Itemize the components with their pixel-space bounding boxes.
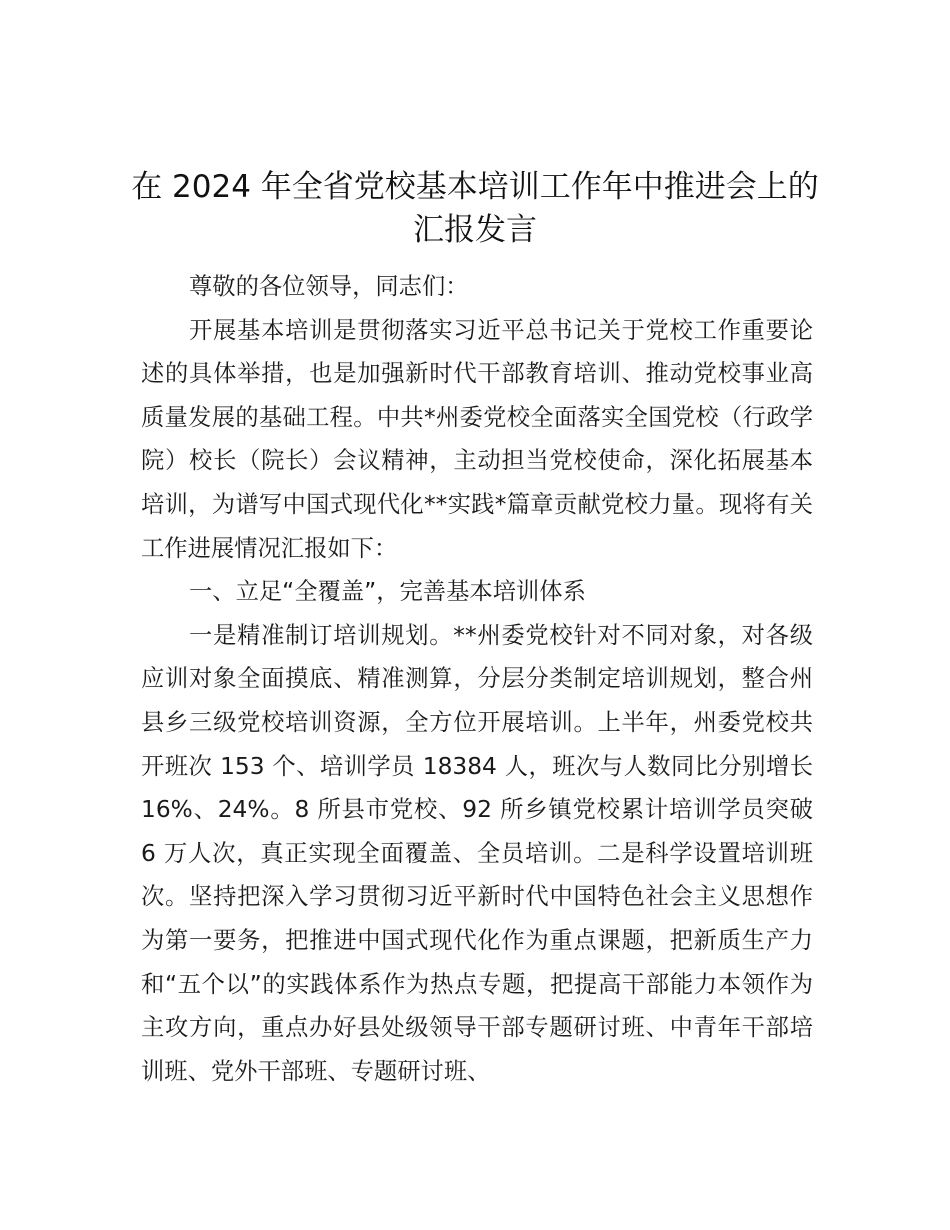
paragraph-intro: 开展基本培训是贯彻落实习近平总书记关于党校工作重要论述的具体举措，也是加强新时代干部教育培训、推动党校事业高质量发展的基础工程。中共*州委党校全面落实全国党校（行政学院）校长（院长）会议精神，主动担当党校使命，深化拓展基本培训，为谱写中国式现代化**实践*篇章贡献党校力量。现将有关工作进展情况汇报如下：: [141, 316, 813, 562]
document-title: 在 2024 年全省党校基本培训工作年中推进会上的汇报发言: [131, 169, 819, 248]
section-heading: 一、立足“全覆盖”，完善基本培训体系: [189, 578, 586, 606]
document-body: [141, 265, 813, 1093]
salutation: 尊敬的各位领导，同志们：: [189, 273, 469, 300]
paragraph-section-1: 一是精准制订培训规划。**州委党校针对不同对象，对各级应训对象全面摸底、精准测算，分层分类制定培训规划，整合州县乡三级党校培训资源，全方位开展培训。上半年，州委党校共开班次 153 个、培训学员 18384 人，班次与人数同比分别增长 16%、24%。8 所县市党校、92 所乡镇党校累计培训学员突破 6 万人次，真正实现全面覆盖、全员培训。二是科学设置培训班次。坚持把深入学习贯彻习近平新时代中国特色社会主义思想作为第一要务，把推进中国式现代化作为重点课题，把新质生产力和“五个以”的实践体系作为热点专题，把提高干部能力本领作为主攻方向，重点办好县处级领导干部专题研讨班、中青年干部培训班、党外干部班、专题研讨班、: [141, 621, 813, 1085]
